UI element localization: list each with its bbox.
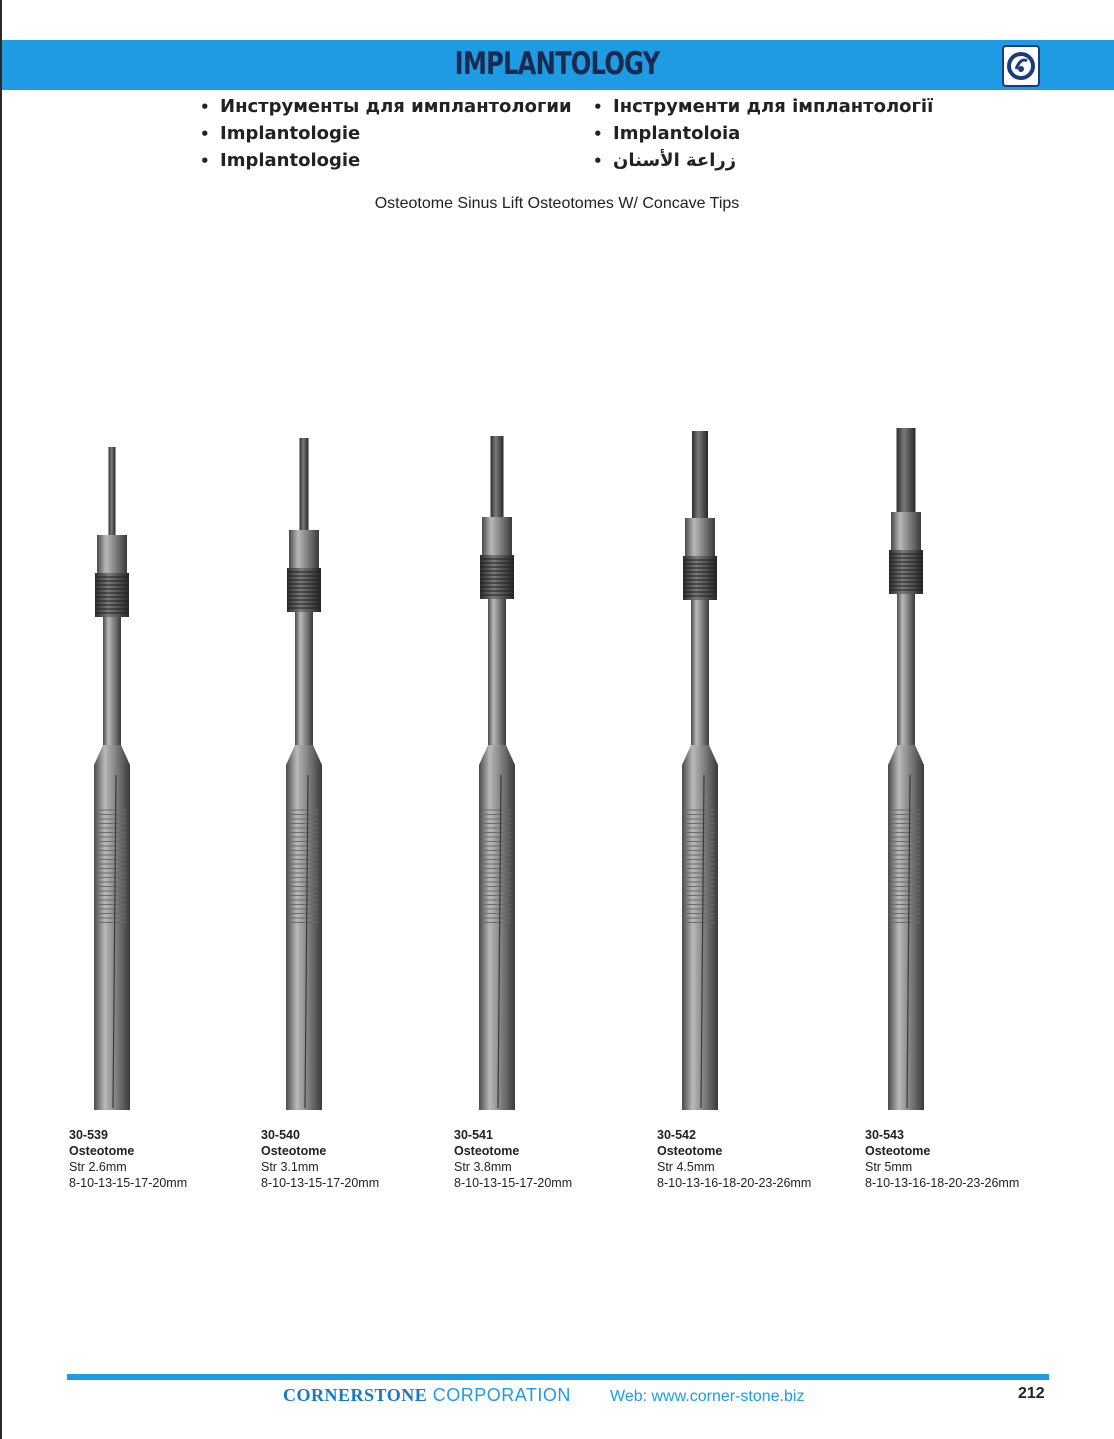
osteotome-shaft xyxy=(103,617,121,765)
product-spec: Str 4.5mm xyxy=(657,1160,715,1174)
osteotome-handle xyxy=(682,765,718,1110)
product-code: 30-539 xyxy=(69,1128,108,1142)
language-item: • Інструменти для імплантології xyxy=(593,93,933,120)
osteotome-shaft xyxy=(295,612,313,765)
osteotome-illustration xyxy=(72,420,152,1120)
osteotome-taper xyxy=(479,745,515,765)
osteotome-knurl-ring xyxy=(480,555,514,599)
product-lengths: 8-10-13-15-17-20mm xyxy=(261,1176,380,1190)
product-spec: Str 2.6mm xyxy=(69,1160,127,1174)
osteotome-handle xyxy=(888,765,924,1110)
footer-company xyxy=(283,1385,571,1406)
product-caption xyxy=(69,1127,187,1191)
product-caption xyxy=(865,1127,1019,1191)
osteotome-knurl-ring xyxy=(95,573,129,617)
osteotome-illustration xyxy=(866,420,946,1120)
company-name-bold: CORNERSTONE xyxy=(283,1385,428,1405)
osteotome-knurl-ring xyxy=(683,556,717,600)
product-spec: Str 3.1mm xyxy=(261,1160,319,1174)
osteotome-taper xyxy=(94,745,130,765)
company-name-rest: CORPORATION xyxy=(427,1385,571,1405)
language-item: • Implantologie xyxy=(200,120,572,147)
product-name: Osteotome xyxy=(261,1144,327,1158)
product-caption xyxy=(261,1127,379,1191)
osteotome-handle xyxy=(94,765,130,1110)
product-code: 30-543 xyxy=(865,1128,904,1142)
product-name: Osteotome xyxy=(454,1144,520,1158)
osteotome-illustration xyxy=(660,420,740,1120)
osteotome-shaft xyxy=(897,594,915,765)
product-spec: Str 5mm xyxy=(865,1160,913,1174)
product-code: 30-541 xyxy=(454,1128,493,1142)
footer-web-link[interactable]: Web: www.corner-stone.biz xyxy=(610,1388,805,1405)
product-caption xyxy=(657,1127,811,1191)
language-item: • Implantologie xyxy=(200,147,572,174)
product-lengths: 8-10-13-15-17-20mm xyxy=(454,1176,573,1190)
osteotome-handle xyxy=(286,765,322,1110)
osteotome-taper xyxy=(888,745,924,765)
cornerstone-logo-icon xyxy=(1002,45,1040,87)
product-caption xyxy=(454,1127,572,1191)
language-list-right xyxy=(593,93,933,174)
osteotome-taper xyxy=(682,745,718,765)
osteotome-shaft xyxy=(488,599,506,765)
page-edge-rule xyxy=(0,0,2,1439)
product-lengths: 8-10-13-16-18-20-23-26mm xyxy=(865,1176,1020,1190)
product-lengths: 8-10-13-16-18-20-23-26mm xyxy=(657,1176,812,1190)
product-code: 30-542 xyxy=(657,1128,696,1142)
page-number: 212 xyxy=(1018,1385,1045,1402)
language-item: • زراعة الأسنان xyxy=(593,147,933,174)
osteotome-handle xyxy=(479,765,515,1110)
product-lengths: 8-10-13-15-17-20mm xyxy=(69,1176,188,1190)
osteotome-collar xyxy=(685,518,715,558)
language-list-left xyxy=(200,93,572,174)
osteotome-collar xyxy=(891,512,921,552)
osteotome-shaft xyxy=(691,600,709,765)
osteotome-tip xyxy=(300,438,309,530)
product-code: 30-540 xyxy=(261,1128,300,1142)
section-subtitle: Osteotome Sinus Lift Osteotomes W/ Concave Tips xyxy=(374,195,740,212)
language-item: • Инструменты для имплантологии xyxy=(200,93,572,120)
osteotome-illustration xyxy=(264,420,344,1120)
osteotome-taper xyxy=(286,745,322,765)
osteotome-collar xyxy=(289,530,319,570)
footer-rule xyxy=(67,1374,1049,1380)
language-item: • Implantoloia xyxy=(593,120,933,147)
product-name: Osteotome xyxy=(865,1144,931,1158)
product-spec: Str 3.8mm xyxy=(454,1160,512,1174)
osteotome-tip xyxy=(491,436,504,517)
osteotome-knurl-ring xyxy=(287,568,321,612)
osteotome-collar xyxy=(482,517,512,557)
page-title: IMPLANTOLOGY xyxy=(454,46,660,82)
osteotome-knurl-ring xyxy=(889,550,923,594)
osteotome-tip xyxy=(897,428,916,512)
osteotome-tip xyxy=(109,447,116,535)
osteotome-collar xyxy=(97,535,127,575)
osteotome-illustration xyxy=(457,420,537,1120)
osteotome-tip xyxy=(692,431,708,518)
product-name: Osteotome xyxy=(657,1144,723,1158)
product-name: Osteotome xyxy=(69,1144,135,1158)
